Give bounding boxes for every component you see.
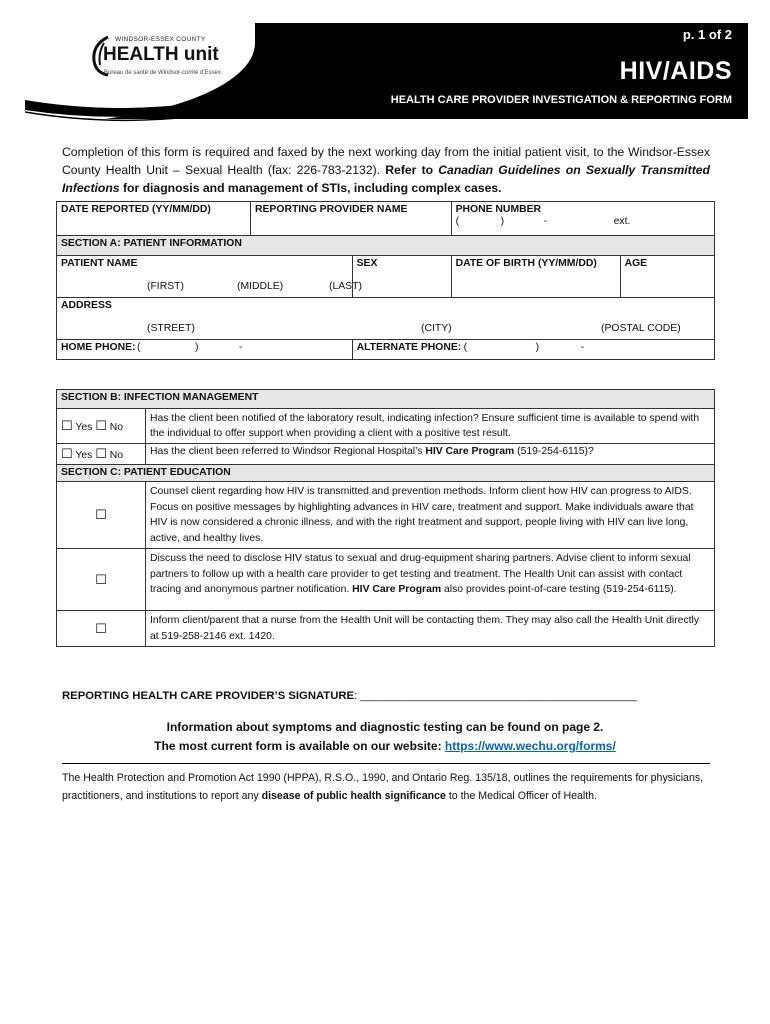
item1-checkbox[interactable] [57, 482, 146, 549]
checkbox-icon[interactable]: ☐ [95, 571, 107, 587]
divider [62, 763, 710, 764]
website-link[interactable]: https://www.wechu.org/forms/ [444, 739, 616, 753]
management-table [56, 389, 715, 647]
intro-paragraph: Completion of this form is required and faxed by the next working day from the initial patient visit, to the Windsor-Essex County Health Unit – Sexual Health (fax: 226-783-2132). Refer to Canadian Guidelines on Sexually Transmitted Infections for diagnosis and management of STIs, including complex cases. [62, 145, 710, 195]
age-field[interactable]: AGE [620, 256, 714, 298]
dob-field[interactable]: DATE OF BIRTH (YY/MM/DD) [451, 256, 620, 298]
address-field[interactable]: ADDRESS (STREET) (CITY) (POSTAL CODE) [57, 298, 715, 340]
sex-field[interactable]: SEX [352, 256, 451, 298]
logo-county: WINDSOR-ESSEX COUNTY [115, 36, 206, 43]
info-website: The most current form is available on our website: https://www.wechu.org/forms/ [154, 739, 616, 753]
home-phone-field[interactable]: HOME PHONE: ( ) - [57, 340, 353, 360]
checkbox-icon[interactable]: ☐ [95, 446, 107, 461]
provider-name-field[interactable]: REPORTING PROVIDER NAME [251, 202, 452, 236]
q2-yes-no[interactable]: ☐ Yes ☐ No [57, 444, 146, 465]
patient-info-table [56, 201, 715, 360]
section-a-header: SECTION A: PATIENT INFORMATION [57, 236, 715, 256]
q2-text: Has the client been referred to Windsor Regional Hospital’s HIV Care Program (519-254-6115)? [146, 444, 715, 465]
checkbox-icon[interactable]: ☐ [95, 507, 107, 522]
q1-yes-no[interactable]: ☐ Yes ☐ No [57, 409, 146, 444]
logo-french: Bureau de santé de Windsor-comté d'Essex [104, 70, 221, 76]
checkbox-icon[interactable]: ☐ [61, 418, 73, 433]
checkbox-icon[interactable]: ☐ [95, 620, 107, 636]
info-page2: Information about symptoms and diagnostic testing can be found on page 2. [166, 720, 604, 734]
patient-name-field[interactable]: PATIENT NAME (FIRST) (MIDDLE) (LAST) [57, 256, 353, 298]
checkbox-icon[interactable]: ☐ [61, 446, 73, 461]
item2-text: Discuss the need to disclose HIV status to sexual and drug-equipment sharing partners. Advise client to inform sexual partners to follow up with a health care provider to get testing and treatment. The Health Unit can assist with contact tracing and anonymous partner notification. HIV Care Program also provides point-of-care testing (519-254-6115). [146, 549, 715, 611]
item3-text: Inform client/parent that a nurse from the Health Unit will be contacting them. They may also call the Health Unit directly at 519-258-2146 ext. 1420. [146, 611, 715, 647]
form-subtitle: HEALTH CARE PROVIDER INVESTIGATION & REPORTING FORM [390, 94, 732, 106]
form-title: HIV/AIDS [619, 57, 732, 85]
logo-wordmark: HEALTH unit [103, 44, 219, 65]
signature-line[interactable]: REPORTING HEALTH CARE PROVIDER’S SIGNATURE: ____________________________________________ [62, 690, 637, 702]
alternate-phone-field[interactable]: ALTERNATE PHONE: ( ) - [352, 340, 714, 360]
section-b-header: SECTION B: INFECTION MANAGEMENT [57, 390, 715, 409]
section-c-header: SECTION C: PATIENT EDUCATION [57, 465, 715, 482]
date-reported-field[interactable]: DATE REPORTED (YY/MM/DD) [57, 202, 251, 236]
q1-text: Has the client been notified of the laboratory result, indicating infection? Ensure sufficient time is available to spend with the individual to offer support when providing a client with a positive test result. [146, 409, 715, 444]
phone-number-field[interactable]: PHONE NUMBER ( ) - ext. [451, 202, 714, 236]
item3-checkbox[interactable] [57, 611, 146, 647]
checkbox-icon[interactable]: ☐ [95, 418, 107, 433]
item2-checkbox[interactable] [57, 549, 146, 611]
item1-text: Counsel client regarding how HIV is transmitted and prevention methods. Inform client how HIV can progress to AIDS. Focus on positive messages by highlighting advances in HIV care, treatment and support. Make individuals aware that HIV is now considered a chronic illness, and with the right treatment and support, people living with HIV can live long, active, and healthy lives. [146, 482, 715, 549]
page-number: p. 1 of 2 [682, 27, 732, 42]
footer-text: The Health Protection and Promotion Act 1990 (HPPA), R.S.O., 1990, and Ontario Reg. 135/18, outlines the requirements for physicians, practitioners, and institutions to report any disease of public health significance to the Medical Officer of Health. [62, 772, 704, 802]
